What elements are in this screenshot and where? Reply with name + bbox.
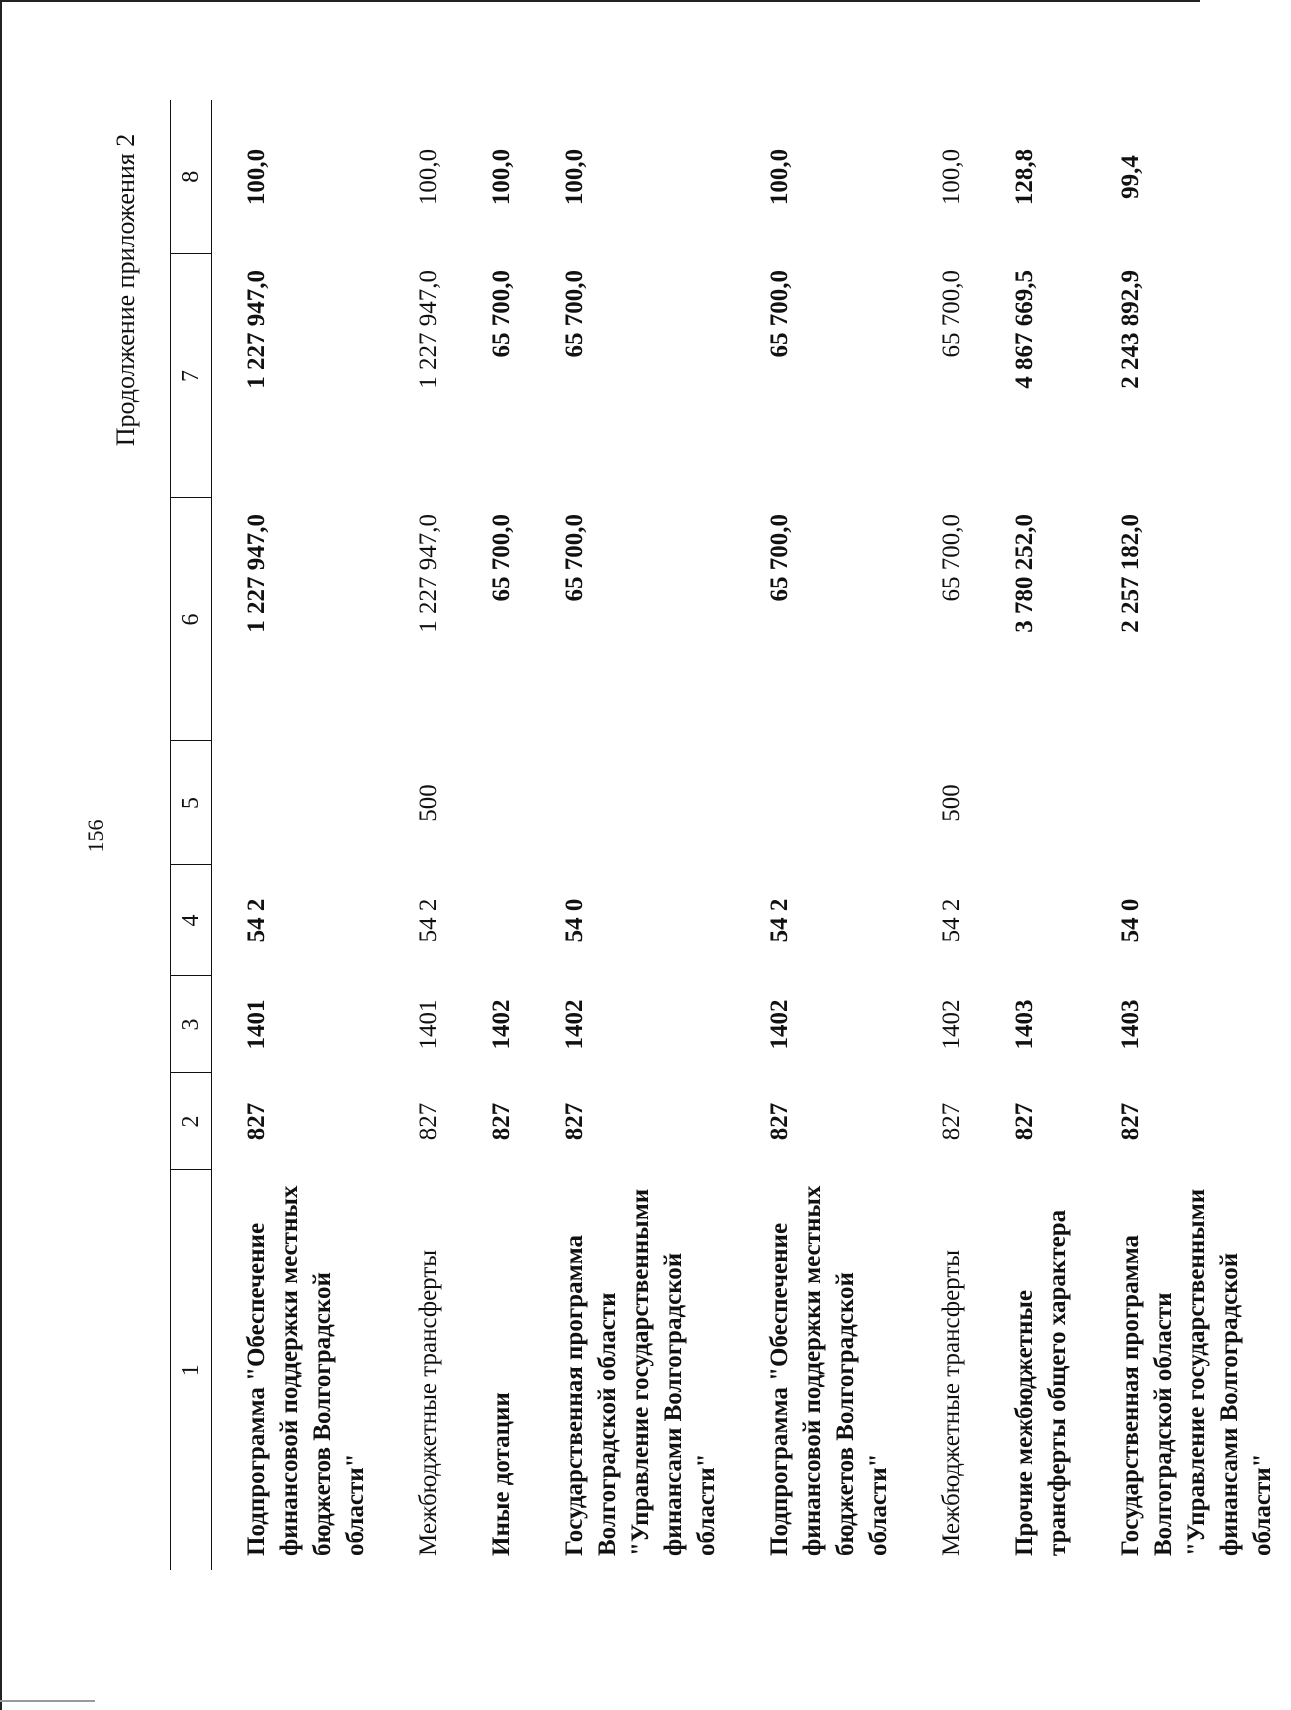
column-header: 4 bbox=[171, 865, 212, 976]
value-cell-c4: 54 2 bbox=[415, 898, 442, 943]
value-cell-c6: 3 780 252,0 bbox=[1011, 514, 1038, 633]
row-label-cell: Межбюджетные трансферты bbox=[938, 1249, 965, 1556]
value-cell-c4: 54 2 bbox=[243, 898, 270, 943]
table-row bbox=[735, 100, 907, 1570]
value-cell-c8: 100,0 bbox=[243, 148, 270, 206]
row-label-cell: Подпрограмма "Обеспечение финансовой поддержки местных бюджетов Волгоградской области" bbox=[243, 1185, 369, 1556]
value-cell-c5 bbox=[980, 741, 1086, 865]
value-cell-c2: 827 bbox=[415, 1102, 442, 1141]
value-cell-c5 bbox=[530, 741, 735, 865]
value-cell-c8: 100,0 bbox=[488, 148, 515, 206]
value-cell-c4 bbox=[980, 865, 1086, 976]
table-row bbox=[384, 100, 457, 1570]
row-label-cell: Государственная программа Волгоградской области "Управление государственными финансами Волгоградской области" bbox=[561, 1188, 720, 1556]
value-cell-c6: 65 700,0 bbox=[766, 514, 793, 602]
budget-table bbox=[170, 100, 1291, 1570]
value-cell-c7: 1 227 947,0 bbox=[415, 270, 442, 389]
table-row bbox=[980, 100, 1086, 1570]
value-cell-c2: 827 bbox=[243, 1102, 270, 1141]
row-label-cell: Подпрограмма "Обеспечение финансовой поддержки местных бюджетов Волгоградской области" bbox=[766, 1185, 892, 1556]
value-cell-c5: 500 bbox=[415, 784, 442, 822]
value-cell-c6: 1 227 947,0 bbox=[415, 514, 442, 633]
rotated-table-area bbox=[170, 100, 1276, 1570]
value-cell-c3: 1401 bbox=[415, 999, 442, 1050]
value-cell-c8: 100,0 bbox=[415, 148, 442, 206]
table-row bbox=[457, 100, 530, 1570]
value-cell-c8: 100,0 bbox=[561, 148, 588, 206]
row-label-cell: Прочие межбюджетные трансферты общего характера bbox=[1011, 1209, 1071, 1556]
scan-corner-mark bbox=[0, 1700, 95, 1702]
column-header: 6 bbox=[171, 498, 212, 741]
row-label-cell: Межбюджетные трансферты bbox=[415, 1249, 442, 1556]
value-cell-c7: 4 867 669,5 bbox=[1011, 270, 1038, 389]
value-cell-c2: 827 bbox=[488, 1102, 515, 1141]
table-header-row bbox=[171, 100, 212, 1570]
value-cell-c2: 827 bbox=[1011, 1102, 1038, 1141]
row-label-cell: Государственная программа Волгоградской области "Управление государственными финансами Волгоградской области" bbox=[1117, 1188, 1276, 1556]
value-cell-c3: 1403 bbox=[1011, 999, 1038, 1050]
value-cell-c5 bbox=[457, 741, 530, 865]
value-cell-c4: 54 2 bbox=[766, 898, 793, 943]
scan-edge-left bbox=[0, 0, 2, 1710]
column-header: 2 bbox=[171, 1073, 212, 1170]
value-cell-c8: 99,4 bbox=[1117, 155, 1144, 199]
value-cell-c8: 100,0 bbox=[938, 148, 965, 206]
value-cell-c2: 827 bbox=[561, 1102, 588, 1141]
value-cell-c2: 827 bbox=[766, 1102, 793, 1141]
value-cell-c3: 1402 bbox=[766, 999, 793, 1050]
continuation-caption: Продолжение приложения 2 bbox=[111, 133, 140, 447]
value-cell-c7: 65 700,0 bbox=[488, 270, 515, 358]
value-cell-c2: 827 bbox=[1117, 1102, 1144, 1141]
page-number: 156 bbox=[83, 819, 108, 853]
row-label-cell: Иные дотации bbox=[488, 1392, 515, 1556]
value-cell-c6: 65 700,0 bbox=[488, 514, 515, 602]
value-cell-c5 bbox=[735, 741, 907, 865]
value-cell-c4: 54 2 bbox=[938, 898, 965, 943]
table-row bbox=[212, 100, 385, 1570]
value-cell-c3: 1402 bbox=[561, 999, 588, 1050]
table-row bbox=[530, 100, 735, 1570]
value-cell-c8: 100,0 bbox=[766, 148, 793, 206]
value-cell-c3: 1403 bbox=[1117, 999, 1144, 1050]
column-header: 1 bbox=[171, 1170, 212, 1570]
value-cell-c3: 1402 bbox=[488, 999, 515, 1050]
column-header: 5 bbox=[171, 741, 212, 865]
table-row bbox=[1086, 100, 1291, 1570]
value-cell-c7: 65 700,0 bbox=[561, 270, 588, 358]
value-cell-c6: 1 227 947,0 bbox=[243, 514, 270, 633]
value-cell-c5: 500 bbox=[938, 784, 965, 822]
column-header: 7 bbox=[171, 254, 212, 498]
value-cell-c5 bbox=[212, 741, 385, 865]
column-header: 3 bbox=[171, 976, 212, 1073]
value-cell-c3: 1401 bbox=[243, 999, 270, 1050]
value-cell-c7: 1 227 947,0 bbox=[243, 270, 270, 389]
value-cell-c7: 2 243 892,9 bbox=[1117, 270, 1144, 389]
scan-edge-top bbox=[0, 0, 1200, 2]
value-cell-c2: 827 bbox=[938, 1102, 965, 1141]
table-row bbox=[907, 100, 980, 1570]
value-cell-c7: 65 700,0 bbox=[766, 270, 793, 358]
value-cell-c4: 54 0 bbox=[1117, 898, 1144, 943]
value-cell-c7: 65 700,0 bbox=[938, 270, 965, 358]
value-cell-c6: 65 700,0 bbox=[561, 514, 588, 602]
value-cell-c4 bbox=[457, 865, 530, 976]
value-cell-c3: 1402 bbox=[938, 999, 965, 1050]
value-cell-c8: 128,8 bbox=[1011, 148, 1038, 206]
column-header: 8 bbox=[171, 100, 212, 254]
value-cell-c6: 2 257 182,0 bbox=[1117, 514, 1144, 633]
value-cell-c4: 54 0 bbox=[561, 898, 588, 943]
value-cell-c6: 65 700,0 bbox=[938, 514, 965, 602]
value-cell-c5 bbox=[1086, 741, 1291, 865]
